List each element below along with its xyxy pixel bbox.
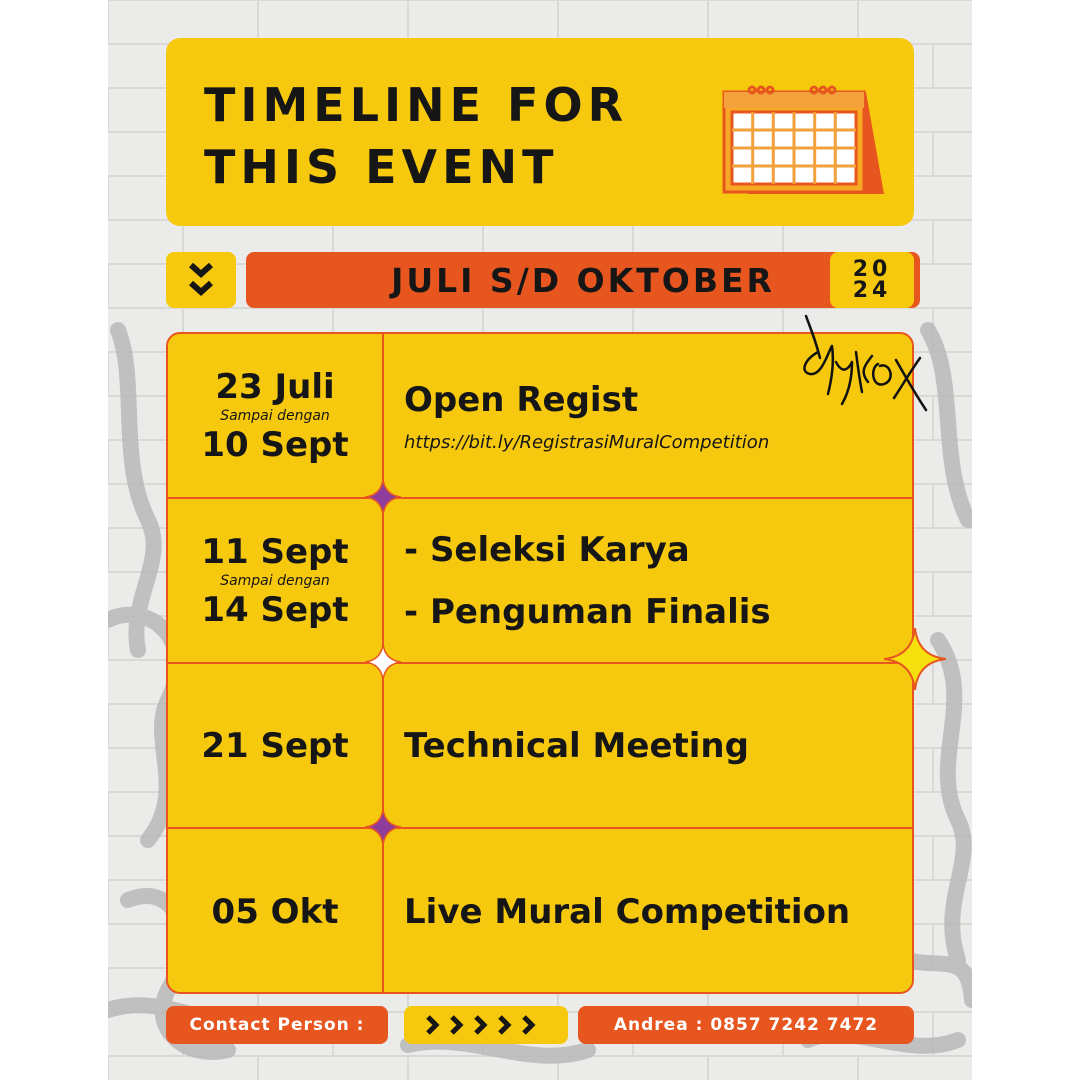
period-range: JULI S/D OKTOBER xyxy=(391,260,775,300)
sparkle-icon xyxy=(365,479,401,515)
event-cell xyxy=(384,829,912,994)
event-title: Live Mural Competition xyxy=(404,891,851,932)
header-banner xyxy=(166,38,914,226)
date-start: 23 Juli xyxy=(215,366,335,407)
contact-value: Andrea : 0857 7242 7472 xyxy=(578,1006,914,1044)
year-badge xyxy=(830,252,914,308)
chevron-right-icon xyxy=(404,1006,568,1044)
event-date: 05 Okt xyxy=(211,891,339,932)
date-cell xyxy=(168,829,384,994)
event-line: - Seleksi Karya xyxy=(404,529,690,570)
timeline-row xyxy=(168,829,912,994)
sparkle-icon xyxy=(884,628,946,690)
event-title: Technical Meeting xyxy=(404,725,749,766)
year-top: 20 xyxy=(852,257,892,282)
event-title: Open Regist xyxy=(404,380,639,420)
arrow-badge xyxy=(404,1006,568,1044)
poster xyxy=(108,0,972,1080)
year-bottom: 24 xyxy=(852,278,892,303)
contact-label: Contact Person : xyxy=(166,1006,388,1044)
date-start: 11 Sept xyxy=(201,531,349,572)
sparkle-icon xyxy=(365,809,401,845)
event-cell xyxy=(384,664,912,827)
date-cell xyxy=(168,664,384,827)
registration-link[interactable]: https://bit.ly/RegistrasiMuralCompetition xyxy=(404,432,770,453)
date-connector: Sampai dengan xyxy=(220,572,330,589)
page-title: TIMELINE FOR THIS EVENT xyxy=(204,78,629,194)
date-cell xyxy=(168,499,384,662)
date-cell xyxy=(168,334,384,497)
date-end: 14 Sept xyxy=(201,589,349,630)
period-banner xyxy=(246,252,920,308)
sparkle-icon xyxy=(365,644,401,680)
chevron-badge xyxy=(166,252,236,308)
timeline-row xyxy=(168,499,912,664)
double-chevron-down-icon xyxy=(166,252,236,308)
date-connector: Sampai dengan xyxy=(220,407,330,424)
event-date: 21 Sept xyxy=(201,725,349,766)
calendar-icon xyxy=(718,82,886,200)
timeline-row xyxy=(168,664,912,829)
date-end: 10 Sept xyxy=(201,424,349,465)
graffiti-signature xyxy=(798,312,932,422)
timeline-table xyxy=(166,332,914,994)
event-cell xyxy=(384,499,912,662)
event-line: - Penguman Finalis xyxy=(404,591,771,632)
